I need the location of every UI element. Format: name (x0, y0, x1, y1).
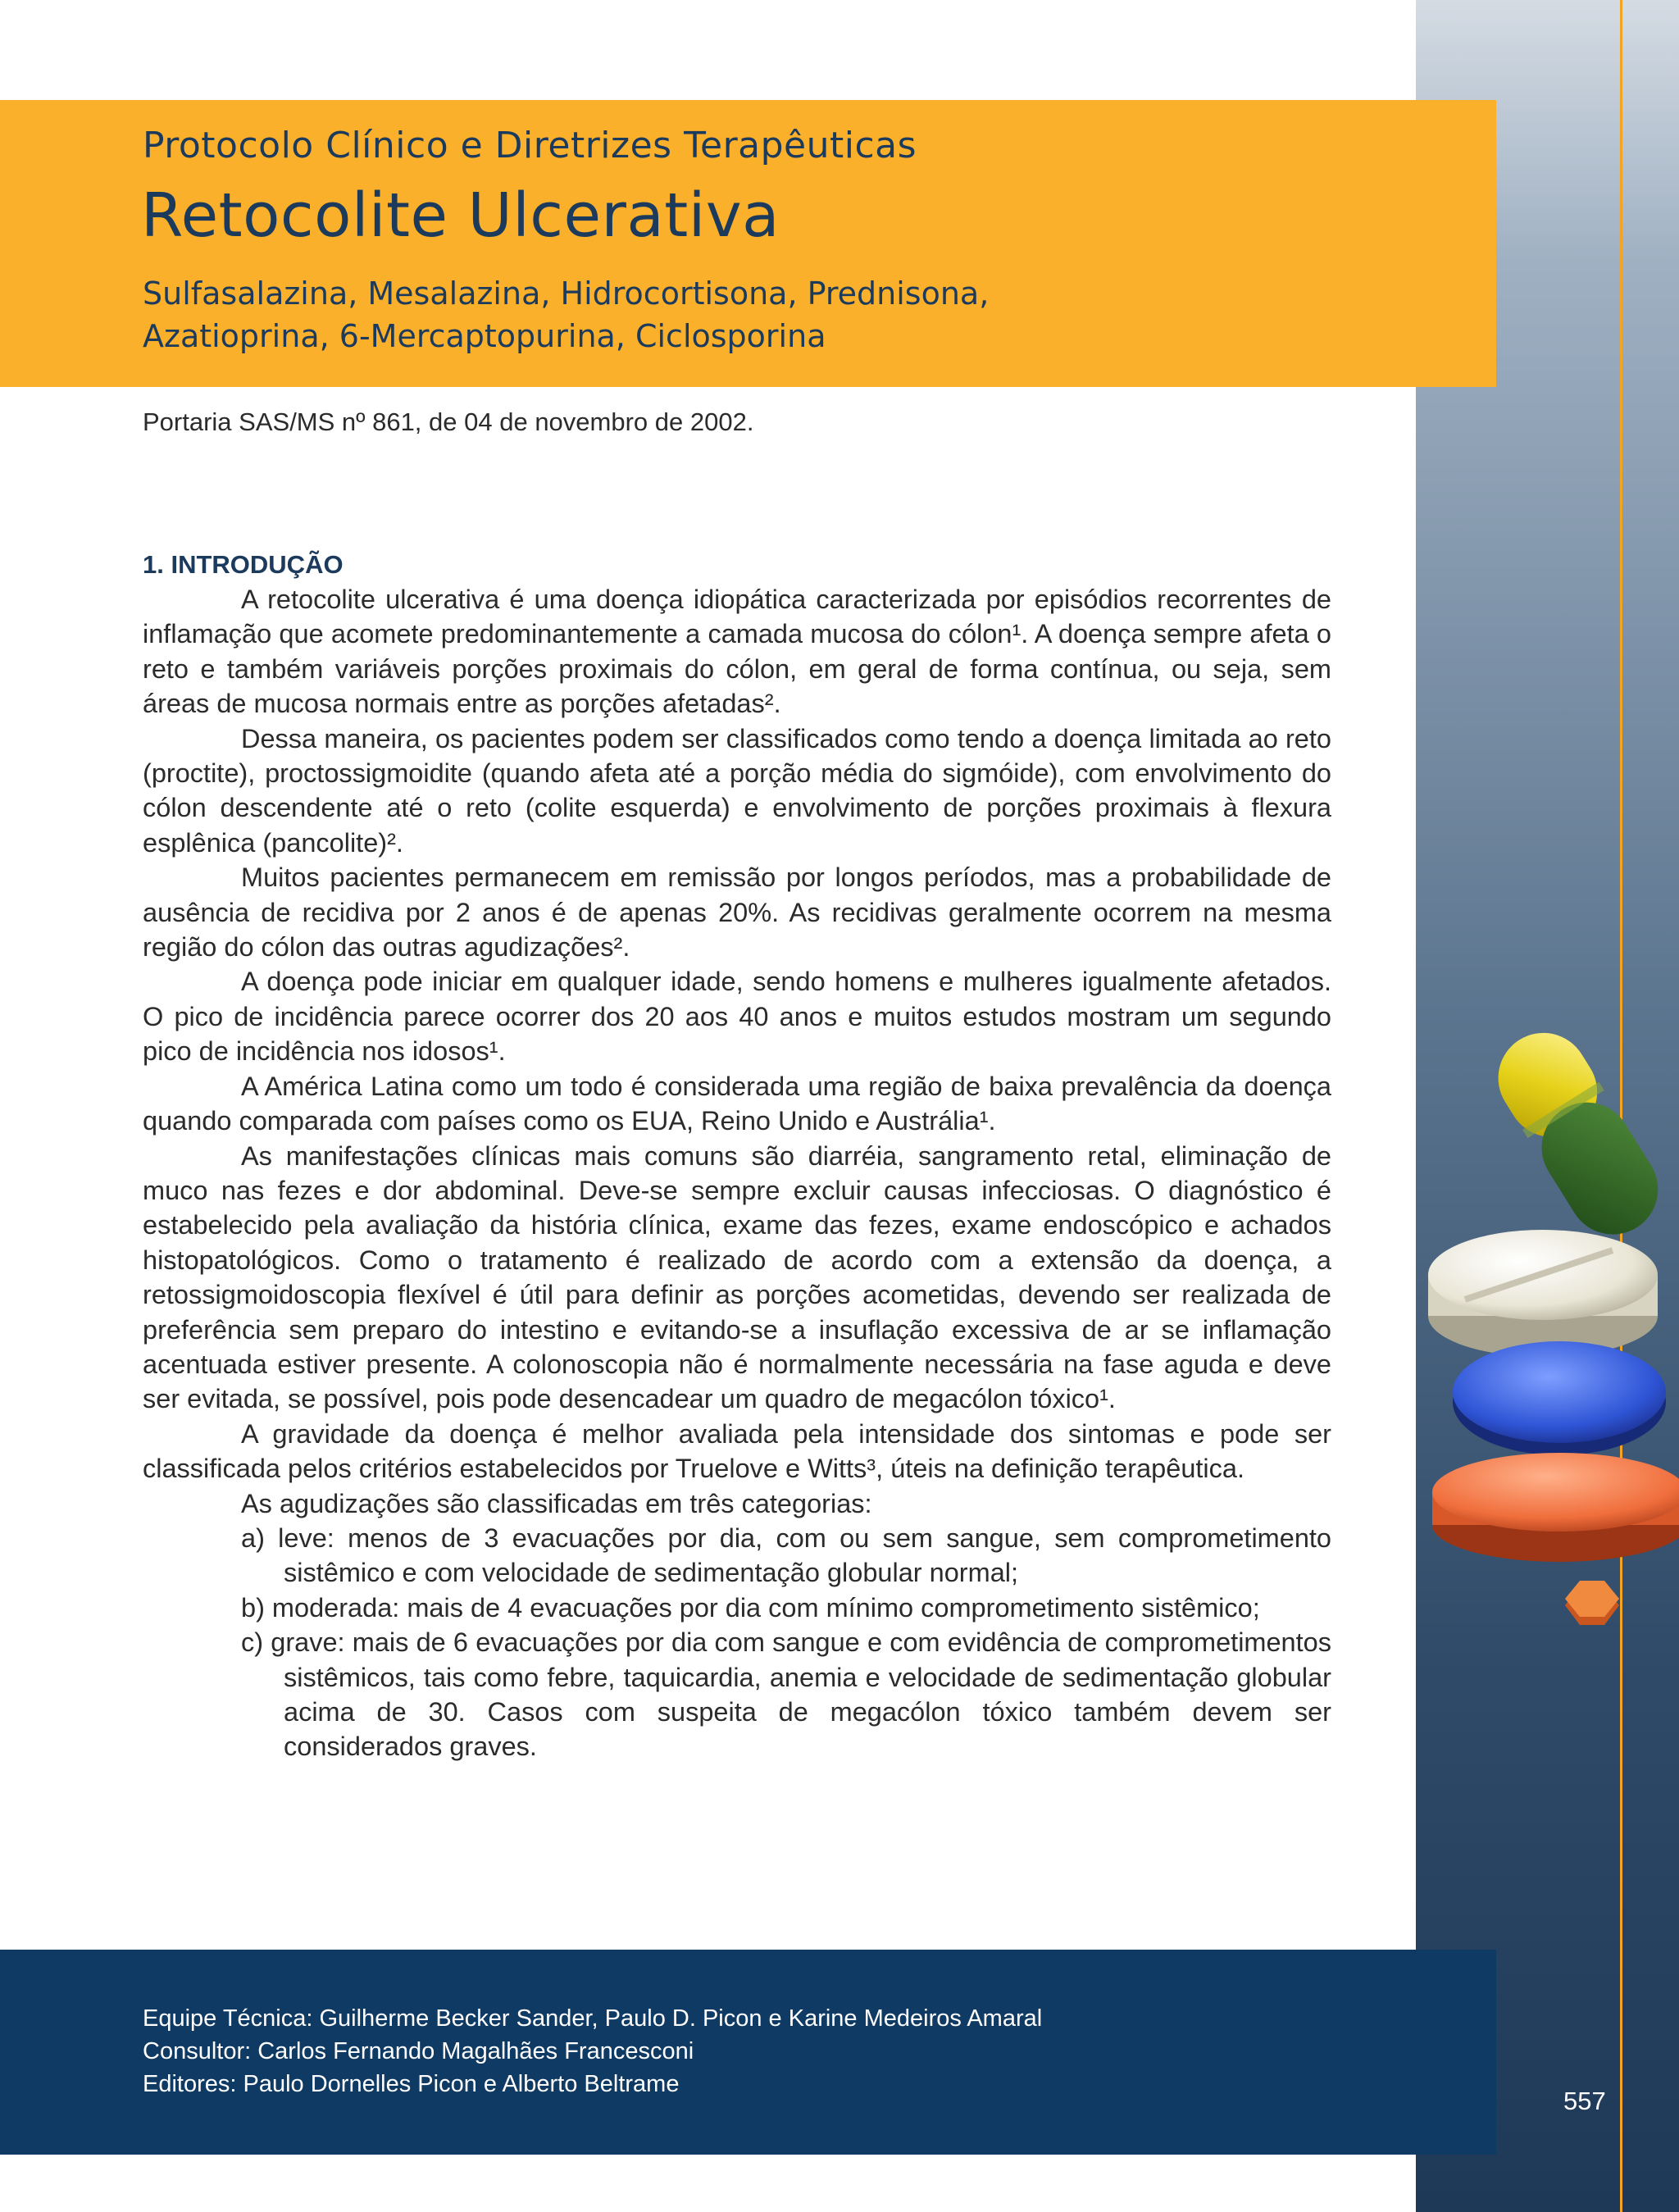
main-content (143, 548, 1331, 1764)
white-tablet-icon (1428, 1230, 1658, 1357)
paragraph: Dessa maneira, os pacientes podem ser classificados como tendo a doença limitada ao reto (proctite), proctossigmoidite (quando afeta até a porção média do sigmóide), com envolvimento do cólon descendente até o reto (colite esquerda) e envolvimento de porções proximais à flexura esplênica (pancolite)². (143, 723, 1331, 858)
list-item: b) moderada: mais de 4 evacuações por dia com mínimo comprometimento sistêmico; (241, 1592, 1260, 1623)
credits-consultant: Consultor: Carlos Fernando Magalhães Francesconi (143, 2038, 694, 2064)
hexagon-tablet-icon (1565, 1581, 1619, 1625)
protocol-series-title: Protocolo Clínico e Diretrizes Terapêuticas (143, 125, 917, 166)
paragraph: A América Latina como um todo é considerada uma região de baixa prevalência da doença quando comparada com países como os EUA, Reino Unido e Austrália¹. (143, 1071, 1331, 1136)
header-band (0, 100, 1496, 387)
paragraph: A doença pode iniciar em qualquer idade, sendo homens e mulheres igualmente afetados. O pico de incidência parece ocorrer dos 20 aos 40 anos e muitos estudos mostram um segundo pico de incidência nos idosos¹. (143, 967, 1331, 1067)
list-item: c) grave: mais de 6 evacuações por dia com sangue e com evidência de comprometimentos sistêmicos, tais como febre, taquicardia, anemia e velocidade de sedimentação globular acima de 30. Casos com suspeita de megacólon tóxico também devem ser considerados graves. (241, 1627, 1331, 1762)
drug-list-line: Azatioprina, 6-Mercaptopurina, Ciclosporina (143, 318, 826, 354)
credits (143, 2002, 1042, 2100)
portaria-reference: Portaria SAS/MS nº 861, de 04 de novembro de 2002. (143, 407, 754, 436)
paragraph: Muitos pacientes permanecem em remissão por longos períodos, mas a probabilidade de ausência de recidiva por 2 anos é de apenas 20%. As recidivas geralmente ocorrem na mesma região do cólon das outras agudizações². (143, 862, 1331, 963)
section-heading: 1. INTRODUÇÃO (143, 550, 344, 579)
severity-list (143, 1521, 1331, 1764)
paragraph: As agudizações são classificadas em três categorias: (241, 1488, 872, 1518)
capsule-pill-icon (1481, 1016, 1675, 1251)
footer-band (0, 1950, 1496, 2155)
orange-tablet-icon (1432, 1453, 1679, 1562)
credits-editors: Editores: Paulo Dornelles Picon e Alberto Beltrame (143, 2071, 680, 2097)
paragraph: As manifestações clínicas mais comuns são diarréia, sangramento retal, eliminação de muco nas fezes e dor abdominal. Deve-se sempre excluir causas infecciosas. O diagnóstico é estabelecido pela avaliação da história clínica, exame das fezes, exame endoscópico e achados histopatológicos. Como o tratamento é realizado de acordo com a extensão da doença, a retossigmoidoscopia flexível é útil para definir as porções acometidas, devendo ser realizada de preferência sem preparo do intestino e evitando-se a insuflação excessiva de ar se inflamação acentuada estiver presente. A colonoscopia não é normalmente necessária na fase aguda e deve ser evitada, se possível, pois pode desencadear um quadro de megacólon tóxico¹. (143, 1140, 1331, 1414)
drug-list (143, 272, 1372, 357)
paragraph: A retocolite ulcerativa é uma doença idiopática caracterizada por episódios recorrentes de inflamação que acomete predominantemente a camada mucosa do cólon¹. A doença sempre afeta o reto e também variáveis porções proximais do cólon, em geral de forma contínua, ou seja, sem áreas de mucosa normais entre as porções afetadas². (143, 585, 1331, 719)
page-title: Retocolite Ulcerativa (141, 180, 780, 251)
page-number: 557 (1563, 2087, 1606, 2115)
pills-illustration (1416, 1000, 1679, 1656)
drug-list-line: Sulfasalazina, Mesalazina, Hidrocortisona, Prednisona, (143, 275, 990, 312)
paragraph: A gravidade da doença é melhor avaliada pela intensidade dos sintomas e pode ser classificada pelos critérios estabelecidos por Truelove e Witts³, úteis na definição terapêutica. (143, 1418, 1331, 1484)
list-item: a) leve: menos de 3 evacuações por dia, com ou sem sangue, sem comprometimento sistêmico e com velocidade de sedimentação globular normal; (241, 1522, 1331, 1588)
blue-tablet-icon (1453, 1341, 1666, 1455)
credits-team: Equipe Técnica: Guilherme Becker Sander, Paulo D. Picon e Karine Medeiros Amaral (143, 2005, 1043, 2032)
